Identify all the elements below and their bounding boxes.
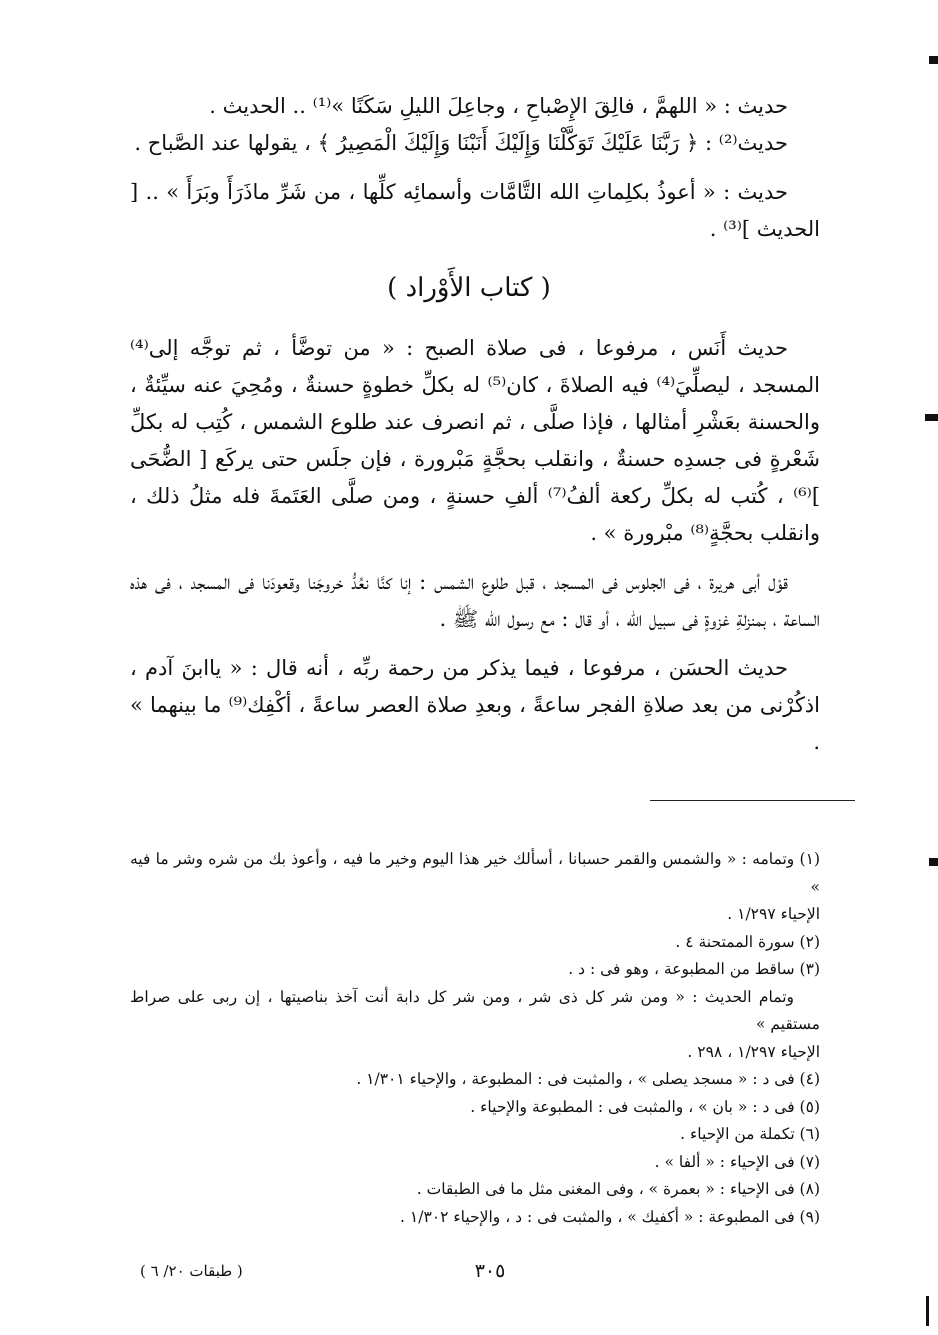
section-heading: ( كتاب الأَوْراد ) — [387, 273, 551, 303]
scan-edge-mark — [926, 1296, 929, 1326]
footnote-2: (٢) سورة الممتحنة ٤ . — [675, 932, 820, 951]
footnote-3-continued: وتمام الحديث : « ومن شر كل ذى شر ، ومن شر كل دابة أنت آخذ بناصيتها ، إن ربى على صراط مستقيم » — [130, 987, 820, 1033]
footnote-5: (٥) فى د : « بان » ، والمثبت فى : المطبوعة والإحياء . — [470, 1097, 820, 1116]
scan-edge-mark — [929, 56, 938, 64]
hadith-paragraph-6: حديث الحسَن ، مرفوعا ، فيما يذكر من رحمة ربِّه ، أنه قال : « ياابنَ آدم ، اذكُرْنى من بعد صلاةِ الفجر ساعةً ، وبعدِ صلاة العصر ساعةً ، أكْفِك⁽⁹⁾ ما بينهما » . — [130, 656, 820, 754]
page-number: ٣٠٥ — [474, 1260, 506, 1282]
scan-edge-mark — [929, 858, 938, 866]
footnote-7: (٧) فى الإحياء : « ألفا » . — [654, 1152, 820, 1171]
footnote-4: (٤) فى د : « مسجد يصلى » ، والمثبت فى : المطبوعة ، والإحياء ١/٣٠١ . — [356, 1070, 820, 1088]
hadith-paragraph-1: حديث : « اللهمَّ ، فالِقَ الإِصْباحِ ، وجاعِلَ الليلِ سَكَنًا »⁽¹⁾ .. الحديث . — [209, 94, 788, 118]
hadith-paragraph-4: حديث أَنَس ، مرفوعا ، فى صلاة الصبح : « من توضَّأ ، ثم توجَّه إلى⁽⁴⁾ المسجد ، ليصلِّيَ⁽⁴⁾ فيه الصلاةَ ، كان⁽⁵⁾ له بكلِّ خطوةٍ حسنةٌ ، ومُحِيَ عنه سيِّئةٌ ، والحسنة بعَشْرِ أمثالها ، فإذا صلَّى ، ثم انصرف عند طلوع الشمس ، كُتِب له بكلِّ شَعْرةٍ فى جسدِه حسنةٌ ، وانقلب بحجَّةٍ مَبْرورة ، فإن جلَس حتى يركَع [ الضُّحَى ]⁽⁶⁾ ، كُتب له بكلِّ ركعة ألفُ⁽⁷⁾ ألفِ حسنةٍ ، ومن صلَّى العَتَمةَ فله مثلُ ذلك ، وانقلب بحجَّةٍ⁽⁸⁾ مبْرورة » . — [130, 336, 821, 545]
signature-mark: ( طبقات ٢٠/ ٦ ) — [140, 1262, 243, 1280]
footnote-8: (٨) فى الإحياء : « بعمرة » ، وفى المغنى مثل ما فى الطبقات . — [416, 1180, 820, 1198]
footnote-6: (٦) تكملة من الإحياء . — [680, 1125, 820, 1143]
hadith-paragraph-3: حديث : « أعوذُ بكلِماتِ الله التَّامَّات وأسمائِه كلِّها ، من شَرِّ ماذَرَأَ وبَرَأَ » .. [ الحديث ]⁽³⁾ . — [130, 180, 820, 241]
footnote-3-source: الإحياء ١/٢٩٧ ، ٢٩٨ . — [687, 1042, 820, 1061]
saying-paragraph-5: قوْل أبى هريرة ، فى الجلوس فى المسجد ، قبل طلوع الشمس : إنا كنَّا نعُدُّ خروجَنا وقعودَنا فى المسجد ، فى هذه الساعة ، بمنزلةِ غزوةٍ فى سبيل الله ، أو قال : مع رسول الله ﷺ . — [130, 570, 820, 631]
footnote-3: (٣) ساقط من المطبوعة ، وهو فى : د . — [568, 960, 820, 978]
main-text-top — [130, 88, 820, 248]
footnote-divider — [650, 800, 855, 801]
scan-edge-mark — [925, 414, 938, 421]
hadith-paragraph-2: حديث⁽²⁾ : ﴿ رَبَّنَا عَلَيْكَ تَوَكَّلْنَا وَإِلَيْكَ أَنَبْنَا وَإِلَيْكَ الْمَصِيرُ ﴾ ، يقولها عند الصَّباح . — [134, 131, 788, 155]
footnote-9: (٩) فى المطبوعة : « أكفيك » ، والمثبت فى : د ، والإحياء ١/٣٠٢ . — [400, 1207, 820, 1226]
main-text-body — [130, 330, 820, 761]
footnotes — [130, 846, 820, 1231]
footnote-1-continued: الإحياء ١/٢٩٧ . — [727, 905, 820, 923]
footnote-1: (١) وتمامه : « والشمس والقمر حسبانا ، أسألك خير هذا اليوم وخير ما فيه ، وأعوذ بك من شره وشر ما فيه » — [130, 850, 820, 896]
